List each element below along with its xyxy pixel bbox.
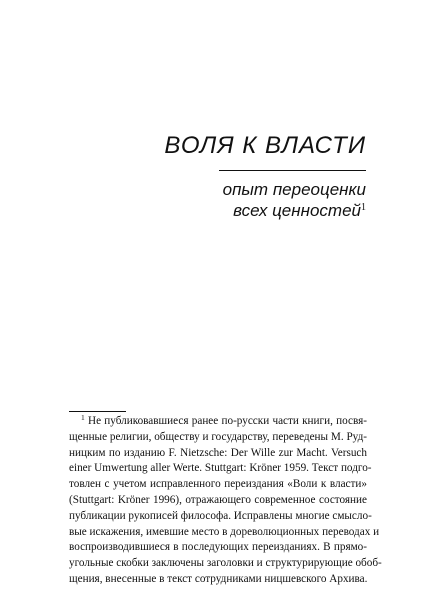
footnote-separator — [69, 411, 126, 412]
footnote-reference-mark: 1 — [361, 202, 366, 213]
footnote-line: einer Umwertung aller Werte. Stuttgart: Kröner 1959. Текст подго- — [69, 462, 372, 475]
subtitle-line-2 — [223, 200, 366, 221]
subtitle-line-1: опыт переоценки — [222, 180, 366, 199]
footnote-line: ницким по изданию F. Nietzsche: Der Wille zur Macht. Versuch — [69, 446, 367, 459]
footnote-line — [69, 414, 367, 430]
subtitle-line-2-text: всех ценностей — [233, 201, 361, 220]
footnote-line: вые искажения, имевшие место в дореволюционных переводах и — [69, 525, 380, 538]
footnote-line-text: Не публиковавшиеся ранее по-русски части книги, посвя- — [88, 415, 367, 427]
footnote-line: щенные религии, обществу и государству, переведены М. Руд- — [69, 430, 367, 443]
footnote-mark: 1 — [81, 413, 85, 422]
footnote-line: щения, внесенные в текст сотрудниками ницшевского Архива. — [69, 572, 368, 585]
footnote-line: товлен с учетом исправленного переиздания «Воли к власти» — [69, 478, 367, 491]
footnote-line: (Stuttgart: Kröner 1996), отражающего современное состояние — [69, 493, 367, 506]
title-rule — [219, 170, 366, 171]
footnote-line: угольные скобки заключены заголовки и структурирующие обоб- — [69, 557, 382, 570]
footnote — [69, 413, 382, 588]
footnote-line: воспроизводившиеся в последующих переизданиях. В прямо- — [69, 541, 367, 554]
footnote-line: публикации рукописей философа. Исправлены многие смысло- — [69, 509, 372, 522]
subtitle — [223, 179, 366, 221]
page-title: ВОЛЯ К ВЛАСТИ — [164, 132, 366, 159]
